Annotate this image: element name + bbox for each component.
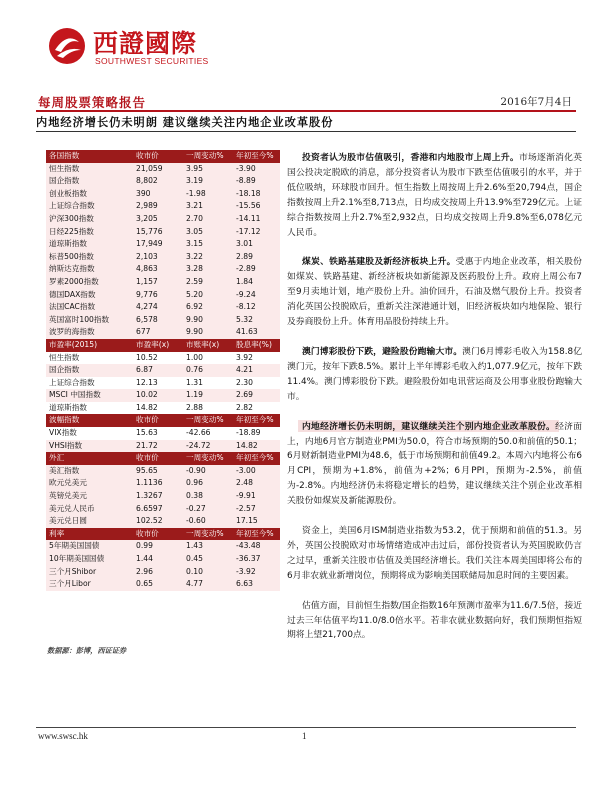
table-label-cell: 美汇指数 <box>46 465 136 478</box>
table-section-header <box>46 414 280 427</box>
paragraph-lead: 投资者认为股市估值吸引，香港和内地股市上周上升。 <box>302 153 519 163</box>
header-rule <box>36 110 576 112</box>
table-value-cell: 0.96 <box>186 477 236 490</box>
table-value-cell: 2.88 <box>186 402 203 412</box>
table-value-cell: 2.70 <box>186 213 236 226</box>
table-row <box>46 200 280 213</box>
table-value-cell: 2.69 <box>236 389 280 402</box>
table-label-cell: 欧元兑美元 <box>46 477 136 490</box>
table-value-cell: 9.90 <box>186 314 236 327</box>
table-value-cell: 390 <box>136 188 186 201</box>
table-value-cell: 1.3267 <box>136 490 186 503</box>
table-value-cell: 2,103 <box>136 251 186 264</box>
footer-website: www.swsc.hk <box>38 731 88 741</box>
table-value-cell: -9.91 <box>236 490 280 503</box>
table-value-cell: 0.45 <box>186 553 236 566</box>
table-value-cell: -42.66 <box>186 428 211 438</box>
table-row <box>46 251 280 264</box>
table-value-cell: 收市价 <box>136 528 186 541</box>
table-label-cell: 日经225指数 <box>46 226 136 239</box>
table-label-cell: 10年期美国国债 <box>46 553 136 566</box>
table-value-cell: 一周变动% <box>186 528 236 541</box>
table-value-cell: -17.12 <box>236 226 280 239</box>
table-row <box>46 553 280 566</box>
table-label-cell: VIX指数 <box>49 428 77 438</box>
table-value-cell: 收市价 <box>136 150 186 163</box>
table-row <box>46 276 280 289</box>
table-label-cell: 沪深300指数 <box>46 213 136 226</box>
table-label-cell: 美元兑日圆 <box>46 515 136 528</box>
table-value-cell: 6.87 <box>136 364 186 377</box>
paragraph-lead: 澳门博彩股份下跌，避险股份跑输大市。 <box>302 346 463 357</box>
table-label-cell: 创业板指数 <box>46 188 136 201</box>
table-value-cell: 0.65 <box>136 578 186 591</box>
table-value-cell: 2.96 <box>136 566 186 579</box>
table-label-cell: 5年期美国国债 <box>46 540 136 553</box>
table-row <box>46 314 280 327</box>
table-value-cell: -2.57 <box>236 503 280 516</box>
table-label-cell: 市盈率(2015) <box>46 339 136 352</box>
table-row <box>46 352 280 365</box>
paragraph-text: 市场逐渐消化英国公投决定脱欧的消息，部分投资者认为股市下跌至估值吸引的水平，并于低位吸纳，环球股市回升。恒生指数上周按周上升2.6%至20,794点，国企指数按周上升2.1%至8,713点，日均成交按周上升13.9%至729亿元。上证综合指数按周上升2.7%至2,932点，日均成交按周上升9.8%至6,078亿元人民币。 <box>287 153 582 238</box>
table-label-cell: 各国指数 <box>46 150 136 163</box>
table-value-cell: 1.44 <box>136 553 186 566</box>
table-value-cell: 3.22 <box>186 251 236 264</box>
table-value-cell: 收市价 <box>136 414 186 427</box>
table-value-cell: 0.10 <box>186 566 236 579</box>
table-value-cell: 102.52 <box>136 515 186 528</box>
table-row <box>46 515 280 528</box>
table-row <box>46 389 280 402</box>
company-logo <box>47 22 237 78</box>
table-row <box>46 402 280 415</box>
table-value-cell: 6.63 <box>236 578 280 591</box>
table-value-cell: 95.65 <box>136 465 186 478</box>
table-value-cell: 1,157 <box>136 276 186 289</box>
table-label-cell: 罗素2000指数 <box>46 276 136 289</box>
table-label-cell: 波罗的海指数 <box>46 326 136 339</box>
table-value-cell: 4,863 <box>136 263 186 276</box>
table-row <box>46 377 280 390</box>
table-label-cell: 上证综合指数 <box>49 377 95 387</box>
table-label-cell: 法国CAC指数 <box>46 301 136 314</box>
table-label-cell: 道琼斯指数 <box>49 402 87 412</box>
table-value-cell: 21,059 <box>136 163 186 176</box>
table-row <box>46 566 280 579</box>
table-label-cell: 英国富时100指数 <box>46 314 136 327</box>
table-row <box>46 490 280 503</box>
table-label-cell: 美元兑人民币 <box>46 503 136 516</box>
table-label-cell: 标普500指数 <box>46 251 136 264</box>
table-value-cell: 市盈率(x) <box>136 339 186 352</box>
table-value-cell: 17,949 <box>136 238 186 251</box>
table-value-cell: 3.15 <box>186 238 236 251</box>
table-label-cell: 纳斯达克指数 <box>46 263 136 276</box>
table-value-cell: 股息率(%) <box>236 339 280 352</box>
commentary-paragraph: 估值方面，目前恒生指数/国企指数16年预测市盈率为11.6/7.5倍，接近过去三年估值平均11.0/8.0倍水平。若非农就业数据向好，我们预期恒指短期将上望21,700点。 <box>287 600 582 641</box>
table-label-cell: 上证综合指数 <box>46 200 136 213</box>
table-value-cell: 6,578 <box>136 314 186 327</box>
table-label-cell: 三个月Libor <box>46 578 136 591</box>
table-value-cell: 10.02 <box>136 389 186 402</box>
table-value-cell: 15,776 <box>136 226 186 239</box>
table-row <box>46 175 280 188</box>
logo-chinese-name: 西證國際 <box>93 29 198 58</box>
table-value-cell: 0.38 <box>186 490 236 503</box>
table-value-cell: 41.63 <box>236 326 280 339</box>
table-value-cell: -24.72 <box>186 440 236 453</box>
table-row <box>46 465 280 478</box>
table-label-cell: 道琼斯指数 <box>46 238 136 251</box>
table-value-cell: -36.37 <box>236 553 280 566</box>
table-value-cell: 4.77 <box>186 578 236 591</box>
table-value-cell: 1.43 <box>186 540 236 553</box>
logo-english-name: SOUTHWEST SECURITIES <box>95 56 209 66</box>
table-value-cell: 一周变动% <box>186 150 236 163</box>
table-value-cell: -0.60 <box>186 515 236 528</box>
table-row <box>46 226 280 239</box>
paragraph-lead: 内地经济增长仍未明朗，建议继续关注个别内地企业改革股份。 <box>298 420 559 432</box>
table-row <box>46 238 280 251</box>
report-title: 内地经济增长仍未明朗 建议继续关注内地企业改革股份 <box>36 116 334 129</box>
table-value-cell: 4.21 <box>236 364 280 377</box>
table-value-cell: -3.92 <box>236 566 280 579</box>
table-value-cell: 0.76 <box>186 364 236 377</box>
table-value-cell: -1.98 <box>186 188 236 201</box>
table-value-cell: 6.6597 <box>136 503 186 516</box>
table-value-cell: -43.48 <box>236 540 280 553</box>
table-label-cell: MSCI 中国指数 <box>46 389 136 402</box>
table-row <box>46 188 280 201</box>
table-value-cell: 5.32 <box>236 314 280 327</box>
table-row <box>46 477 280 490</box>
table-label-cell: 波幅指数 <box>46 414 136 427</box>
report-date: 2016年7月4日 <box>500 96 572 108</box>
data-source-note: 数据源：彭博，西证证券 <box>47 646 127 655</box>
commentary-paragraph <box>287 345 582 405</box>
table-value-cell: 1.31 <box>186 377 203 387</box>
table-row <box>46 163 280 176</box>
table-section-header <box>46 452 280 465</box>
logo-emblem-icon <box>47 26 87 66</box>
table-section-header <box>46 150 280 163</box>
table-label-cell: 德国DAX指数 <box>46 289 136 302</box>
table-value-cell: 9.90 <box>186 326 236 339</box>
table-label-cell: 国企指数 <box>46 175 136 188</box>
commentary-paragraph <box>287 255 582 330</box>
table-value-cell: -15.56 <box>236 200 280 213</box>
table-value-cell: 5.20 <box>186 289 236 302</box>
table-value-cell: 市账率(x) <box>186 339 236 352</box>
table-value-cell: 14.82 <box>136 402 158 412</box>
table-value-cell: 一周变动% <box>186 414 236 427</box>
table-value-cell: -14.11 <box>236 213 280 226</box>
table-row <box>46 263 280 276</box>
table-row <box>46 578 280 591</box>
table-value-cell: 677 <box>136 326 186 339</box>
table-value-cell: -0.90 <box>186 465 236 478</box>
paragraph-lead: 煤炭、铁路基建股及新经济板块上升。 <box>302 257 456 268</box>
table-label-cell: 利率 <box>46 528 136 541</box>
paragraph-text: 受惠于内地企业改革，相关股份如煤炭、铁路基建、新经济板块如新能源及医药股份上升。政府上周公布7至9月卖地计划，地产股份上升。油价回升，石油及燃气股份上升。投资者消化英国公投脱欧后，重新关注深港通计划，旧经济板块如内地保险、银行及券商股份上升。体育用品股份持续上升。 <box>287 257 582 328</box>
table-value-cell: 15.63 <box>136 428 158 438</box>
table-value-cell: 14.82 <box>236 440 280 453</box>
table-label-cell: VHSI指数 <box>46 440 136 453</box>
table-value-cell: 2.82 <box>236 402 253 412</box>
table-value-cell: 2.59 <box>186 276 236 289</box>
commentary-column <box>287 151 582 658</box>
table-row <box>46 326 280 339</box>
table-row <box>46 289 280 302</box>
table-value-cell: -18.89 <box>236 428 261 438</box>
table-value-cell: 6.92 <box>186 301 236 314</box>
table-label-cell: 三个月Shibor <box>46 566 136 579</box>
title-rule <box>36 131 576 132</box>
table-value-cell: 10.52 <box>136 352 158 362</box>
table-label-cell: 外汇 <box>46 452 136 465</box>
table-value-cell: 1.19 <box>186 389 236 402</box>
commentary-paragraph <box>287 420 582 509</box>
table-value-cell: 收市价 <box>136 452 186 465</box>
table-value-cell: 3.21 <box>186 200 236 213</box>
table-value-cell: 年初至今% <box>236 414 280 427</box>
table-value-cell: 一周变动% <box>186 452 236 465</box>
table-row <box>46 503 280 516</box>
table-value-cell: 1.84 <box>236 276 280 289</box>
table-value-cell: 3.28 <box>186 263 236 276</box>
table-label-cell: 恒生指数 <box>49 352 80 362</box>
market-data-table <box>46 150 280 591</box>
table-value-cell: 17.15 <box>236 515 280 528</box>
table-value-cell: 3.19 <box>186 175 236 188</box>
table-value-cell: 3,205 <box>136 213 186 226</box>
table-label-cell: 恒生指数 <box>46 163 136 176</box>
table-row <box>46 427 280 440</box>
paragraph-text: 经济面上，内地6月官方制造业PMI为50.0，符合市场预期的50.0和前值的50.1；6月财新制造业PMI为48.6，低于市场预期和前值49.2。本周六内地将公布6月CPI，预期为+1.8%，前值为+2%；6月PPI，预期为-2.5%，前值为-2.8%。内地经济仍未将稳定增长的趋势，建议继续关注个别企业改革相关股份如煤炭及新能源股份。 <box>287 421 582 507</box>
table-value-cell: 1.1136 <box>136 477 186 490</box>
table-value-cell: 2.48 <box>236 477 280 490</box>
commentary-paragraph: 资金上，美国6月ISM制造业指数为53.2，优于预期和前值的51.3。另外，英国公投脱欧对市场情绪造成冲击过后，部份投资者认为英国脱欧仍言之过早，重新关注股市估值及美国经济增长。我们关注本周美国即将公布的6月非农就业新增岗位，预期将成为影响美国联储局加息时间的主要因素。 <box>287 526 582 581</box>
table-value-cell: -9.24 <box>236 289 280 302</box>
table-value-cell: 8,802 <box>136 175 186 188</box>
table-value-cell: 年初至今% <box>236 528 280 541</box>
table-value-cell: 年初至今% <box>236 452 280 465</box>
footer-rule <box>36 727 576 728</box>
table-label-cell: 英镑兑美元 <box>46 490 136 503</box>
table-value-cell: 年初至今% <box>236 150 280 163</box>
table-value-cell: 3.92 <box>236 352 253 362</box>
table-value-cell: 3.05 <box>186 226 236 239</box>
table-section-header <box>46 528 280 541</box>
table-label-cell: 国企指数 <box>46 364 136 377</box>
table-row <box>46 364 280 377</box>
table-value-cell: 3.01 <box>236 238 280 251</box>
table-value-cell: 0.99 <box>136 540 186 553</box>
table-value-cell: 2,989 <box>136 200 186 213</box>
table-value-cell: -2.89 <box>236 263 280 276</box>
table-value-cell: 2.89 <box>236 251 280 264</box>
table-value-cell: 12.13 <box>136 377 158 387</box>
table-row <box>46 301 280 314</box>
table-value-cell: 21.72 <box>136 440 186 453</box>
table-value-cell: 3.95 <box>186 163 236 176</box>
table-value-cell: -8.12 <box>236 301 280 314</box>
table-value-cell: -3.90 <box>236 163 280 176</box>
table-section-header <box>46 339 280 352</box>
report-type-label: 每周股票策略报告 <box>38 95 147 110</box>
table-value-cell: 9,776 <box>136 289 186 302</box>
commentary-paragraph <box>287 151 582 240</box>
page-number: 1 <box>302 731 307 741</box>
table-row <box>46 213 280 226</box>
table-value-cell: -18.18 <box>236 188 280 201</box>
table-value-cell: -3.00 <box>236 465 280 478</box>
table-value-cell: 1.00 <box>186 352 203 362</box>
paragraph-text: 澳门6月博彩毛收入为158.8亿澳门元，按年下跌8.5%。累计上半年博彩毛收入约1,077.9亿元，按年下跌11.4%。澳门博彩股份下跌。避险股份如电讯营运商及公用事业股份跑输大市。 <box>287 346 582 402</box>
table-value-cell: 2.30 <box>236 377 253 387</box>
table-value-cell: -8.89 <box>236 175 280 188</box>
table-value-cell: 4,274 <box>136 301 186 314</box>
table-value-cell: -0.27 <box>186 503 236 516</box>
table-row <box>46 540 280 553</box>
table-row <box>46 440 280 453</box>
